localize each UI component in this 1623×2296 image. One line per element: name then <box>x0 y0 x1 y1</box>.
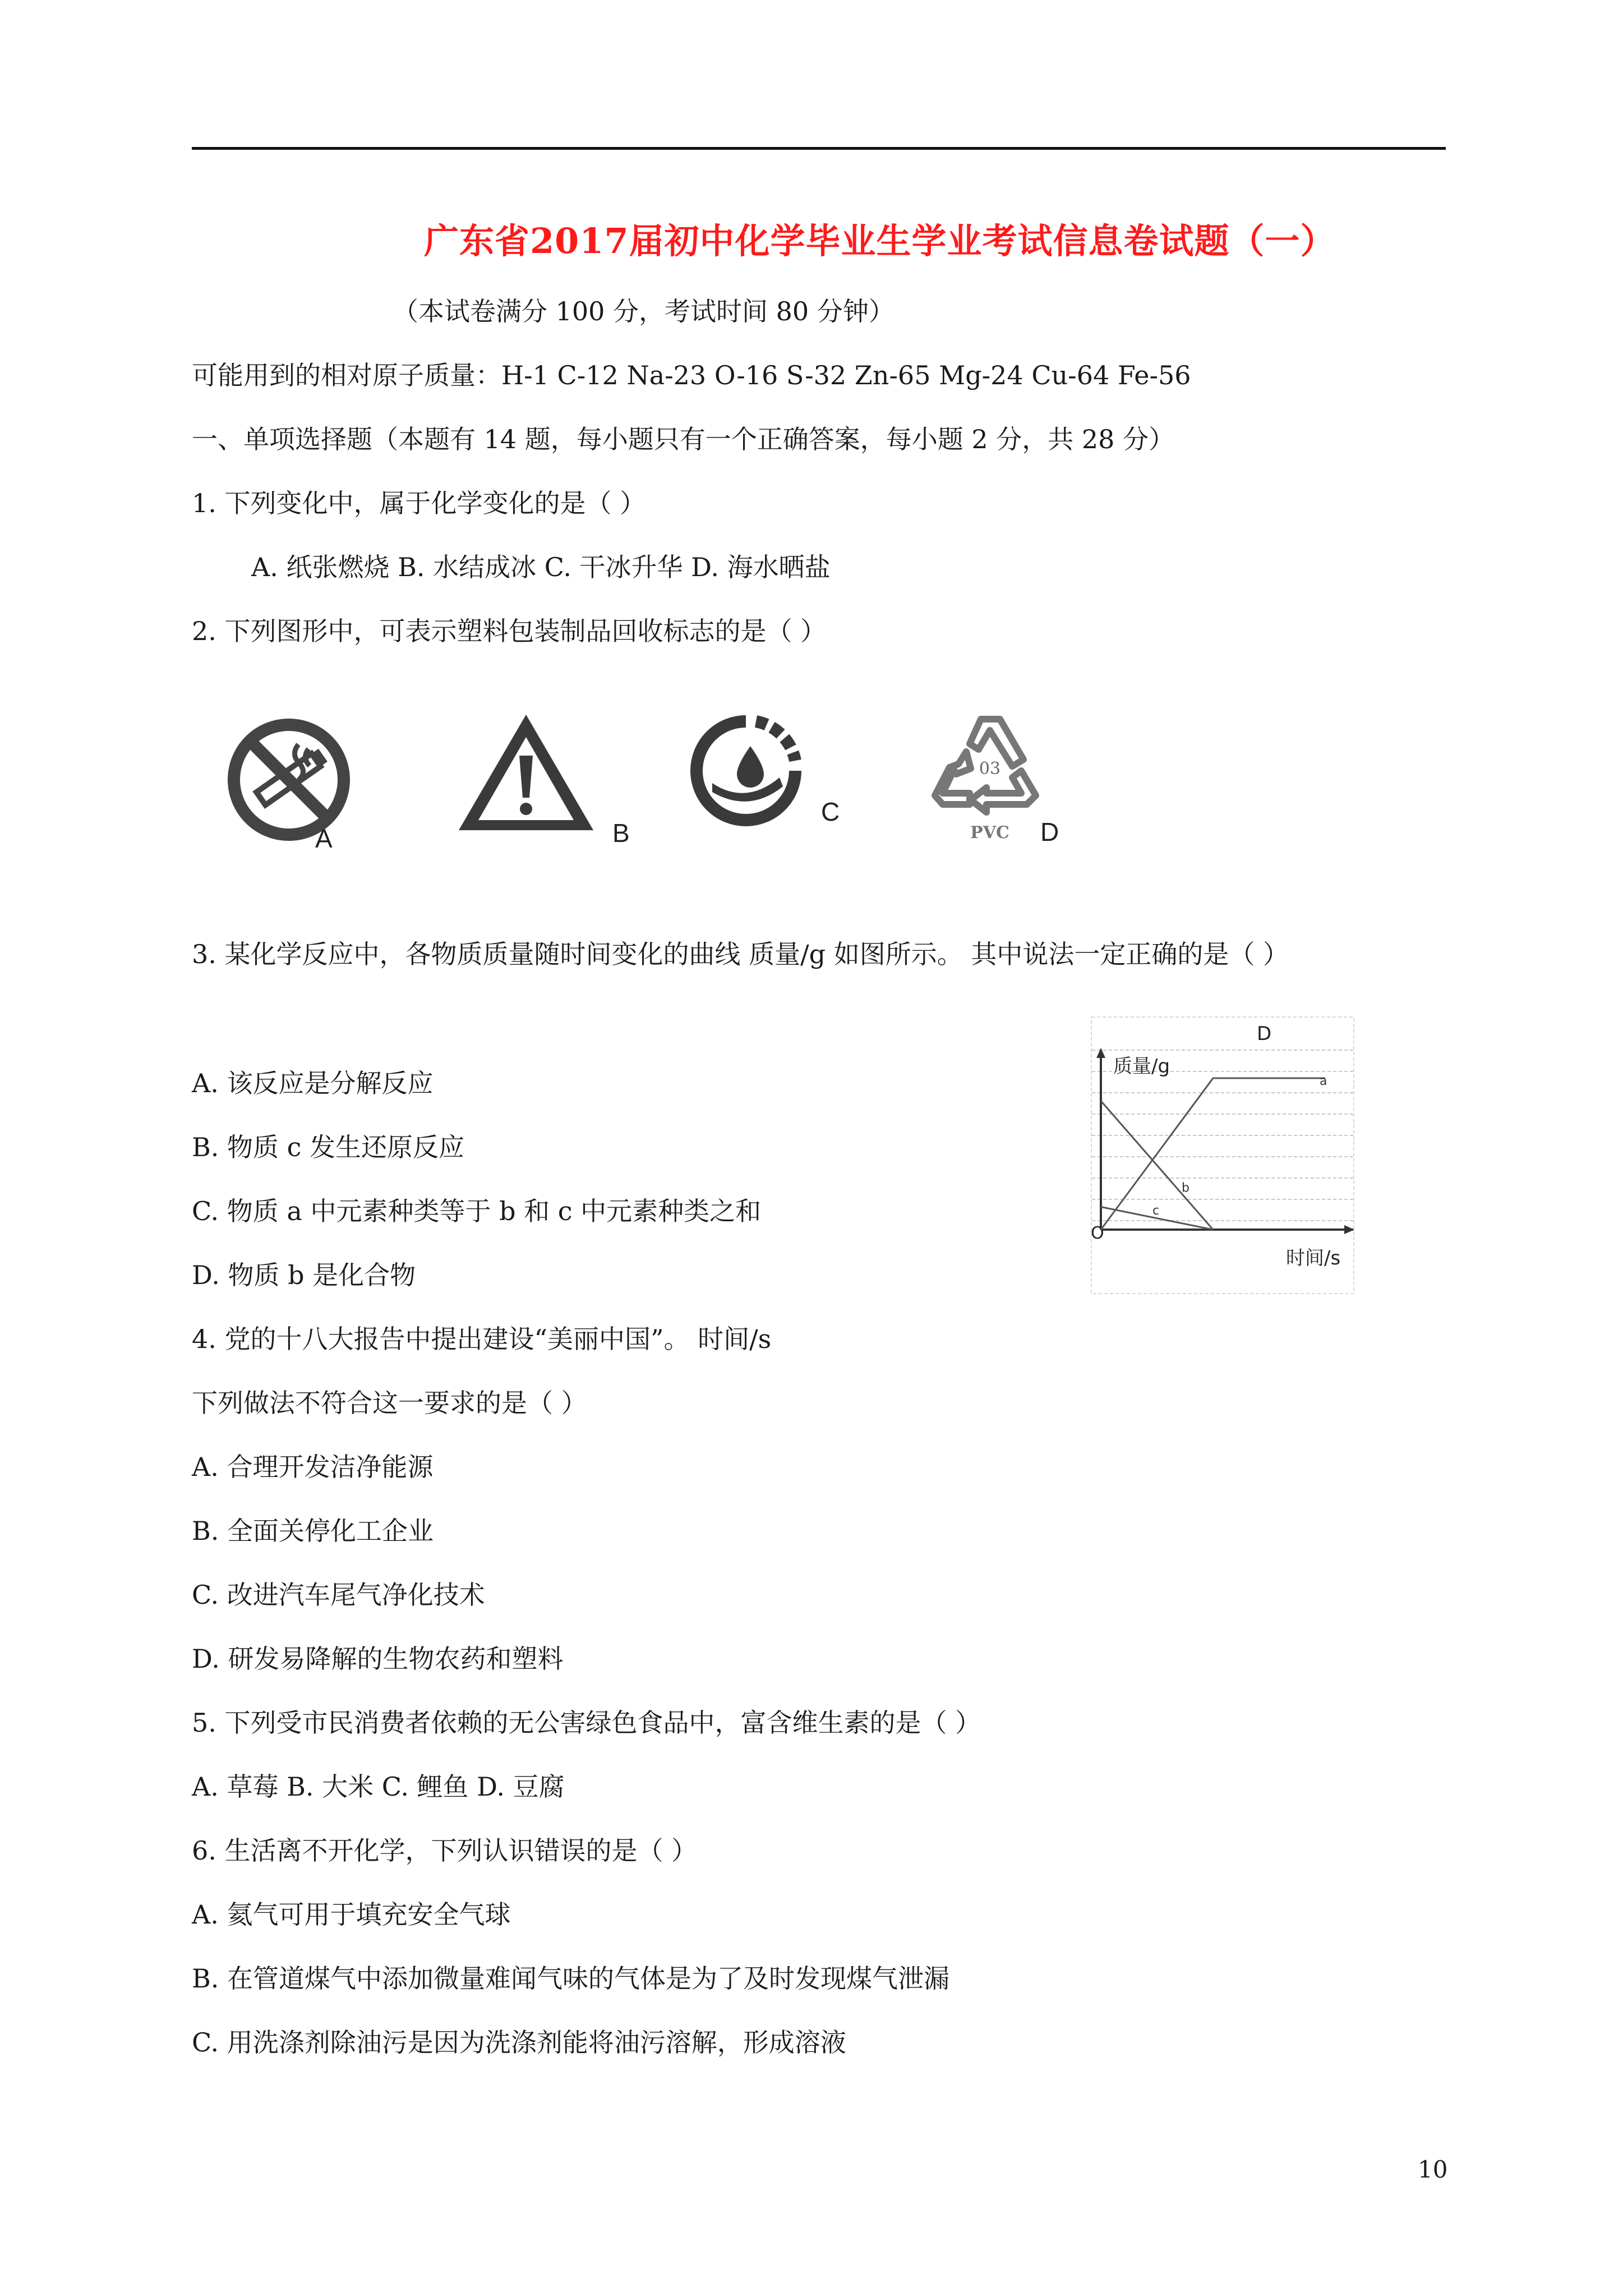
q3-option-b: B. 物质 c 发生还原反应 <box>192 1132 465 1162</box>
warning-icon <box>453 708 599 837</box>
y-axis-label: 质量/g <box>1113 1055 1170 1078</box>
figure-label-d: D <box>1040 817 1059 846</box>
recycle-icon <box>923 708 1057 843</box>
figure-label-b: B <box>612 818 630 848</box>
recycle-code: 03 <box>979 759 1001 779</box>
atomic-masses: 可能用到的相对原子质量：H-1 C-12 Na-23 O-16 S-32 Zn-65 Mg-24 Cu-64 Fe-56 <box>192 360 1191 390</box>
q4-option-c: C. 改进汽车尾气净化技术 <box>192 1580 485 1610</box>
q4-option-a: A. 合理开发洁净能源 <box>192 1452 434 1482</box>
q3-option-d: D. 物质 b 是化合物 <box>192 1260 416 1290</box>
chart-title: D <box>1257 1023 1272 1045</box>
q4-option-d: D. 研发易降解的生物农药和塑料 <box>192 1644 564 1674</box>
q4-stem-line1: 4. 党的十八大报告中提出建设“美丽中国”。 时间/s <box>192 1324 772 1354</box>
figure-label-a: A <box>315 824 333 853</box>
q4-stem-line2: 下列做法不符合这一要求的是（ ） <box>192 1388 587 1418</box>
x-axis-arrow-icon <box>1344 1225 1354 1234</box>
water-saving-icon <box>690 711 813 829</box>
series-line-a <box>1101 1078 1325 1230</box>
q6-stem: 6. 生活离不开化学，下列认识错误的是（ ） <box>192 1835 698 1866</box>
q6-option-b: B. 在管道煤气中添加微量难闻气味的气体是为了及时发现煤气泄漏 <box>192 1963 950 1994</box>
series-label-b: b <box>1182 1181 1189 1195</box>
q3-stem: 3. 某化学反应中，各物质质量随时间变化的曲线 质量/g 如图所示。 其中说法一定正确的是（ ） <box>192 939 1289 969</box>
origin-label: O <box>1091 1223 1104 1243</box>
q4-option-b: B. 全面关停化工企业 <box>192 1516 434 1546</box>
q6-option-a: A. 氦气可用于填充安全气球 <box>192 1899 511 1930</box>
section-heading: 一、单项选择题（本题有 14 题，每小题只有一个正确答案，每小题 2 分，共 28 分） <box>192 424 1175 454</box>
page-number: 10 <box>1418 2156 1448 2183</box>
q2-stem: 2. 下列图形中，可表示塑料包装制品回收标志的是（ ） <box>192 616 827 646</box>
series-label-c: c <box>1152 1204 1160 1218</box>
x-axis-label: 时间/s <box>1286 1247 1341 1269</box>
q3-option-a: A. 该反应是分解反应 <box>192 1068 434 1098</box>
exam-title: 广东省2017届初中化学毕业生学业考试信息卷试题（一） <box>424 220 1336 261</box>
recycle-text: PVC <box>970 823 1009 843</box>
q6-option-c: C. 用洗涤剂除油污是因为洗涤剂能将油污溶解，形成溶液 <box>192 2027 846 2058</box>
q5-stem: 5. 下列受市民消费者依赖的无公害绿色食品中，富含维生素的是（ ） <box>192 1708 981 1738</box>
q5-options: A. 草莓 B. 大米 C. 鲤鱼 D. 豆腐 <box>192 1772 565 1802</box>
mass-time-chart <box>1091 1016 1354 1294</box>
no-smoking-icon <box>224 715 353 844</box>
q1-options: A. 纸张燃烧 B. 水结成冰 C. 干冰升华 D. 海水晒盐 <box>251 552 831 582</box>
exam-subtitle: （本试卷满分 100 分，考试时间 80 分钟） <box>393 296 895 326</box>
header-rule <box>192 147 1446 150</box>
figure-label-c: C <box>821 797 840 826</box>
series-label-a: a <box>1320 1074 1327 1088</box>
y-axis-arrow-icon <box>1096 1048 1105 1058</box>
q1-stem: 1. 下列变化中，属于化学变化的是（ ） <box>192 488 646 518</box>
q3-option-c: C. 物质 a 中元素种类等于 b 和 c 中元素种类之和 <box>192 1196 762 1226</box>
